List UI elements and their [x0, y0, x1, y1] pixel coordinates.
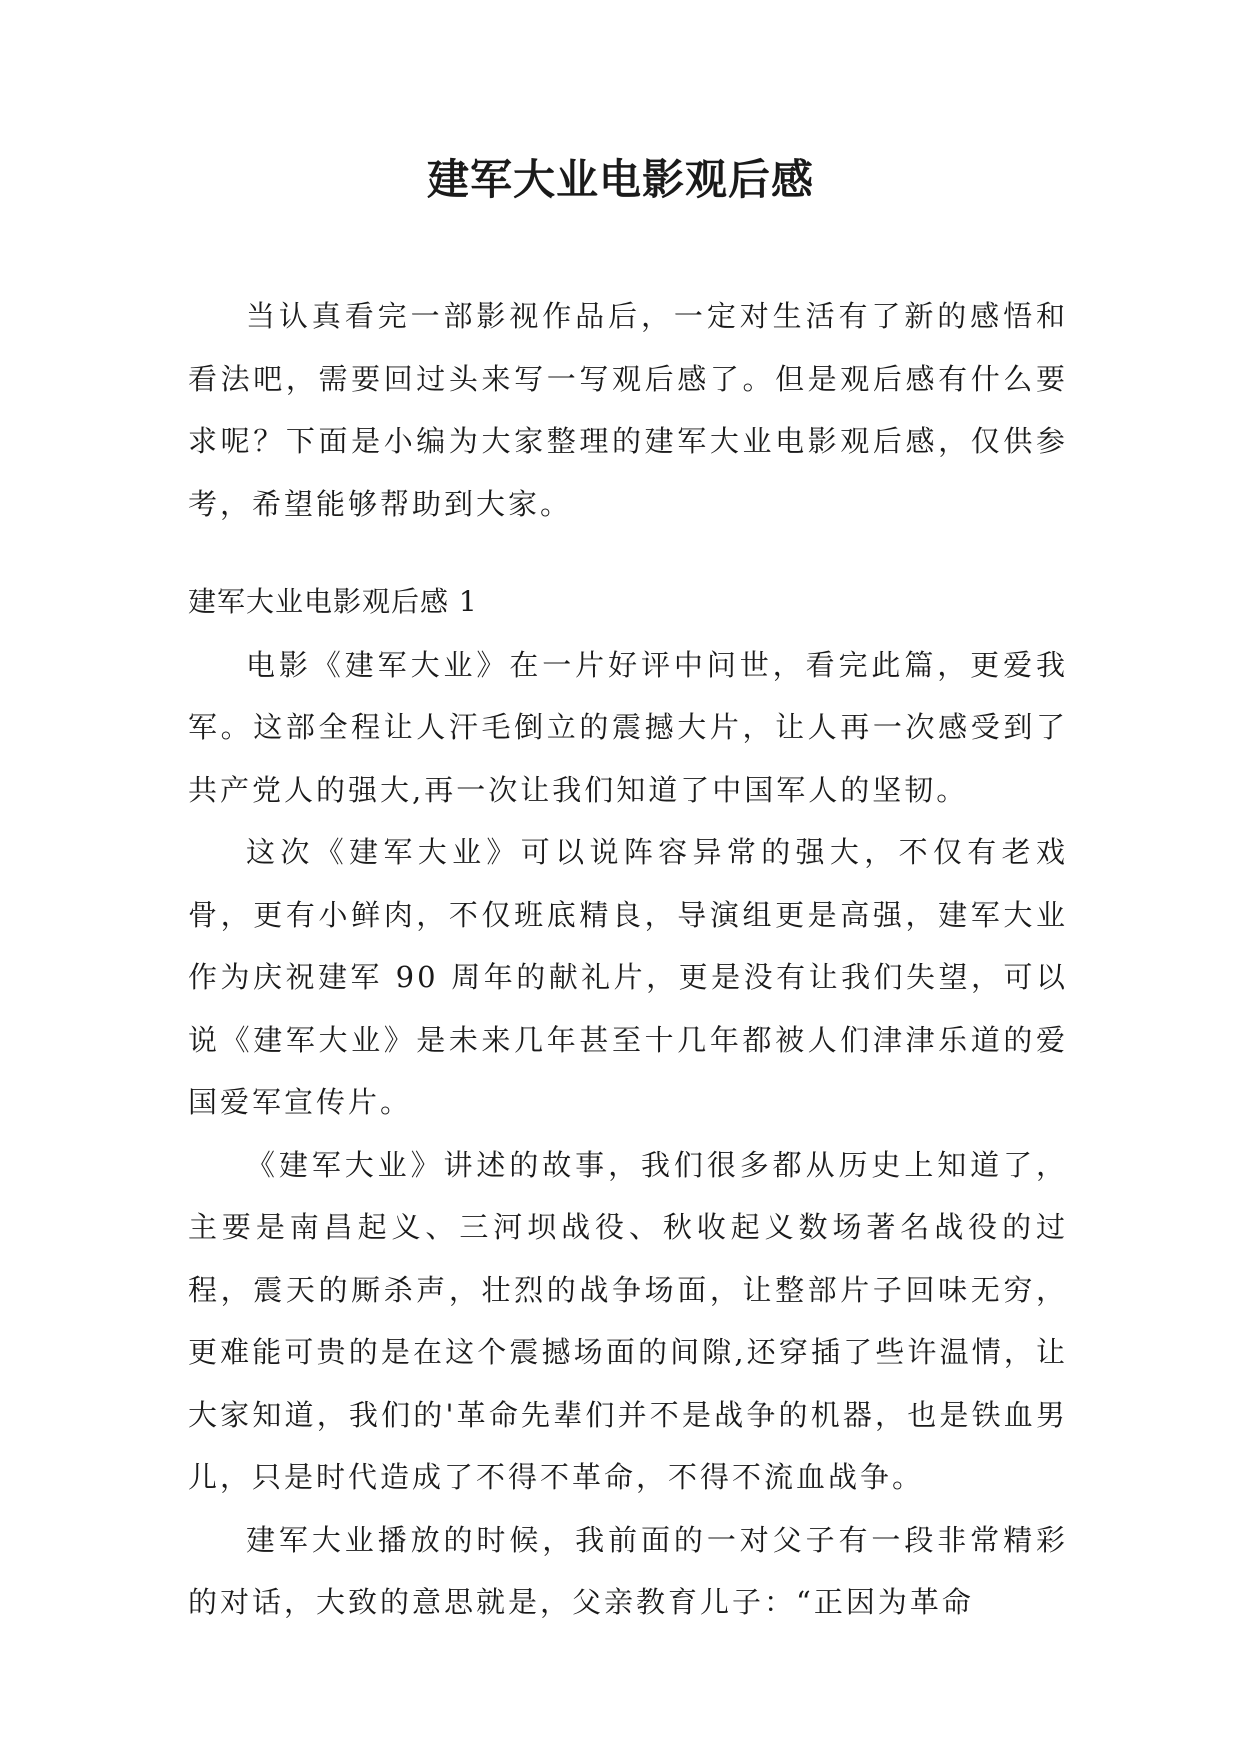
article-section-1 — [188, 571, 1068, 1634]
document-title: 建军大业电影观后感 — [426, 155, 814, 204]
body-paragraph: 这次《建军大业》可以说阵容异常的强大，不仅有老戏骨，更有小鲜肉，不仅班底精良，导演组更是高强，建军大业作为庆祝建军 90 周年的献礼片，更是没有让我们失望，可以说《建军大业》是未来几年甚至十几年都被人们津津乐道的爱国爱军宣传片。 — [188, 835, 1068, 1119]
intro-block — [188, 285, 1068, 535]
body-paragraph: 建军大业播放的时候，我前面的一对父子有一段非常精彩的对话，大致的意思就是，父亲教育儿子：“正因为革命 — [188, 1522, 1068, 1619]
intro-paragraph: 当认真看完一部影视作品后，一定对生活有了新的感悟和看法吧，需要回过头来写一写观后感了。但是观后感有什么要求呢？下面是小编为大家整理的建军大业电影观后感，仅供参考，希望能够帮助到大家。 — [188, 299, 1068, 521]
body-paragraph: 《建军大业》讲述的故事，我们很多都从历史上知道了，主要是南昌起义、三河坝战役、秋收起义数场著名战役的过程，震天的厮杀声，壮烈的战争场面，让整部片子回味无穷，更难能可贵的是在这个震撼场面的间隙,还穿插了些许温情，让大家知道，我们的'革命先辈们并不是战争的机器，也是铁血男儿，只是时代造成了不得不革命，不得不流血战争。 — [188, 1147, 1068, 1494]
body-paragraph: 电影《建军大业》在一片好评中问世，看完此篇，更爱我军。这部全程让人汗毛倒立的震撼大片，让人再一次感受到了共产党人的强大,再一次让我们知道了中国军人的坚韧。 — [188, 647, 1068, 807]
section-heading: 建军大业电影观后感 1 — [188, 585, 478, 618]
